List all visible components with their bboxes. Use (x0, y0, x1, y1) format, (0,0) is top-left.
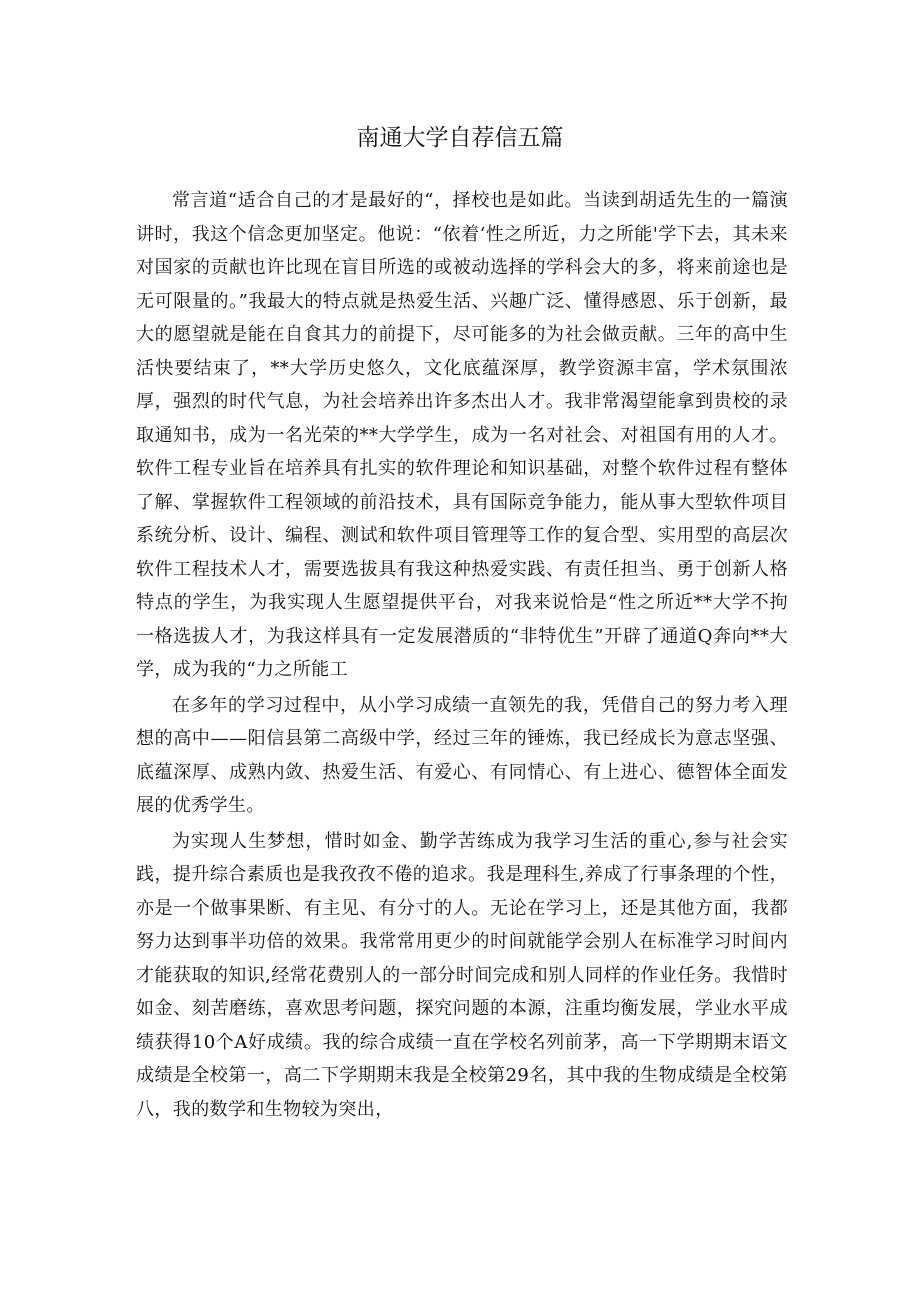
document-title: 南通大学自荐信五篇 (356, 125, 564, 151)
paragraph-2: 在多年的学习过程中，从小学习成绩一直领先的我，凭借自己的努力考入理想的高中——阳信县第二高级中学，经过三年的锤炼，我已经成长为意志坚强、底蕴深厚、成熟内敛、热爱生活、有爱心、有同情心、有上进心、德智体全面发展的优秀学生。 (136, 694, 788, 816)
document-body (136, 184, 788, 1128)
paragraph-3: 为实现人生梦想，惜时如金、勤学苦练成为我学习生活的重心,参与社会实践，提升综合素质也是我孜孜不倦的追求。我是理科生,养成了行事条理的个性，亦是一个做事果断、有主见、有分寸的人。无论在学习上，还是其他方面，我都努力达到事半功倍的效果。我常常用更少的时间就能学会别人在标准学习时间内才能获取的知识,经常花费别人的一部分时间完成和别人同样的作业任务。我惜时如金、刻苦磨练，喜欢思考问题，探究问题的本源，注重均衡发展，学业水平成绩获得10个A好成绩。我的综合成绩一直在学校名列前茅，高一下学期期末语文成绩是全校第一，高二下学期期末我是全校第29名，其中我的生物成绩是全校第八，我的数学和生物较为突出， (136, 830, 788, 1120)
paragraph-1: 常言道“适合自己的才是最好的“，择校也是如此。当读到胡适先生的一篇演讲时，我这个信念更加坚定。他说：“依着‘性之所近，力之所能'学下去，其未来对国家的贡献也许比现在盲目所选的或被动选择的学科会大的多，将来前途也是无可限量的。”我最大的特点就是热爱生活、兴趣广泛、懂得感恩、乐于创新，最大的愿望就是能在自食其力的前提下，尽可能多的为社会做贡献。三年的高中生活快要结束了，**大学历史悠久，文化底蕴深厚，教学资源丰富，学术氛围浓厚，强烈的时代气息，为社会培养出许多杰出人才。我非常渴望能拿到贵校的录取通知书，成为一名光荣的**大学学生，成为一名对社会、对祖国有用的人才。软件工程专业旨在培养具有扎实的软件理论和知识基础，对整个软件过程有整体了解、掌握软件工程领域的前沿技术，具有国际竞争能力，能从事大型软件项目系统分析、设计、编程、测试和软件项目管理等工作的复合型、实用型的高层次软件工程技术人才，需要选拔具有我这种热爱实践、有责任担当、勇于创新人格特点的学生，为我实现人生愿望提供平台，对我来说恰是“性之所近**大学不拘一格选拔人才，为我这样具有一定发展潜质的“非特优生”开辟了通道Q奔向**大学，成为我的“力之所能工 (136, 190, 788, 680)
